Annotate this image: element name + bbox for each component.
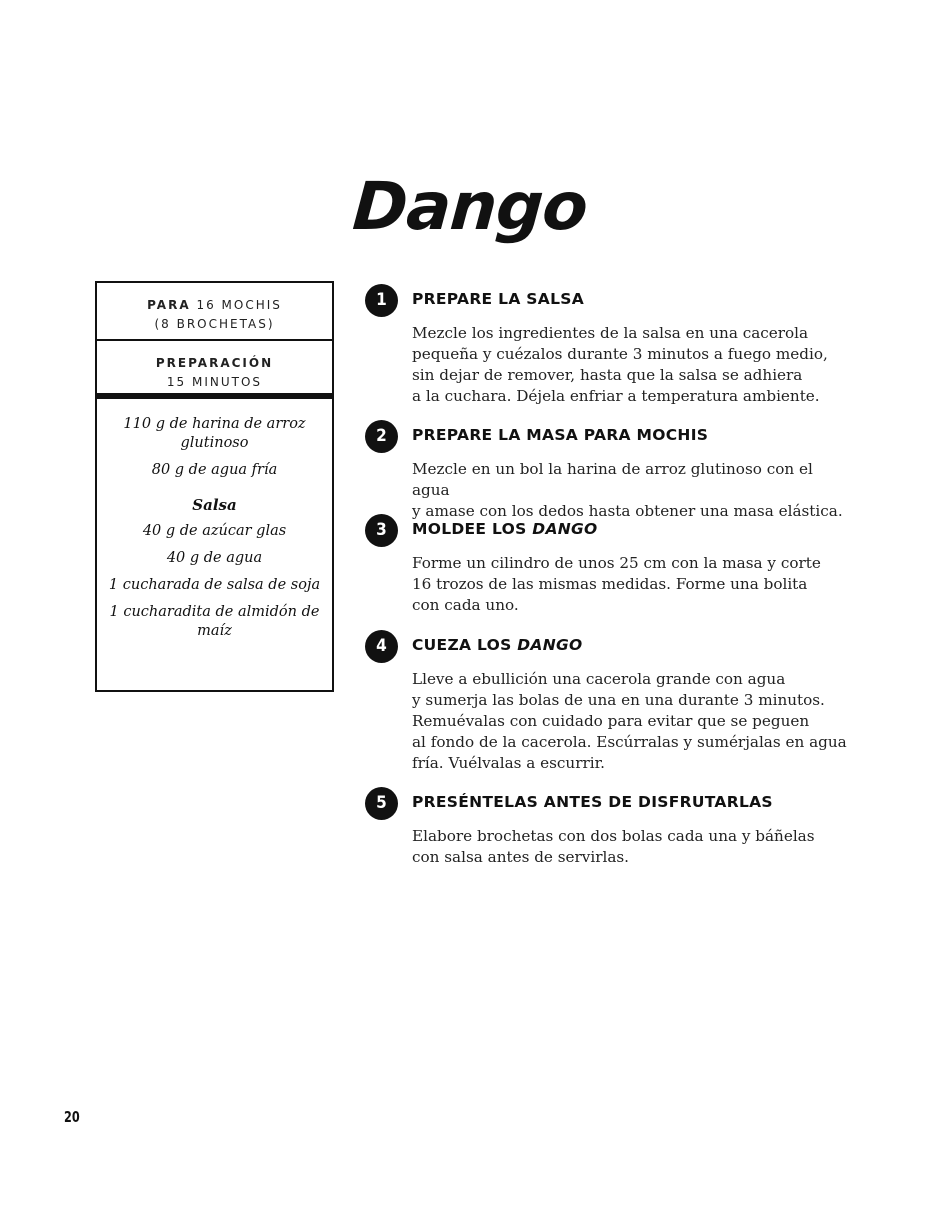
- step-number-badge: 2: [365, 420, 398, 453]
- prep-time-section: [97, 341, 332, 399]
- ingredient-list: [97, 399, 332, 641]
- step-body: Mezcle en un bol la harina de arroz glutinoso con el agua y amase con los dedos hasta obtener una masa elástica.: [412, 460, 843, 520]
- step-title: PREPARE LA SALSA: [412, 290, 584, 308]
- sauce-ingredient-item: 1 cucharadita de almidón de maíz: [109, 604, 320, 639]
- sauce-heading: Salsa: [192, 496, 237, 514]
- step-body: Mezcle los ingredientes de la salsa en una cacerola pequeña y cuézalos durante 3 minutos a fuego medio, sin dejar de remover, hasta que la salsa se adhiera a la cuchara. Déjela enfriar a temperatura ambiente.: [412, 324, 828, 405]
- step-number-badge: 3: [365, 514, 398, 547]
- sauce-ingredient-item: 40 g de agua: [166, 550, 263, 566]
- servings-sub: (8 BROCHETAS): [154, 317, 275, 331]
- step-number-badge: 1: [365, 284, 398, 317]
- step-title: PRESÉNTELAS ANTES DE DISFRUTARLAS: [412, 793, 773, 811]
- step-number-badge: 5: [365, 787, 398, 820]
- step-body: Forme un cilindro de unos 25 cm con la masa y corte 16 trozos de las mismas medidas. Forme una bolita con cada uno.: [412, 554, 821, 614]
- step-number-badge: 4: [365, 630, 398, 663]
- sauce-ingredient-item: 1 cucharada de salsa de soja: [108, 577, 321, 593]
- recipe-title: Dango: [350, 168, 590, 245]
- page-number: 20: [64, 1108, 80, 1126]
- recipe-info-box: [95, 281, 334, 692]
- servings-section: [97, 283, 332, 341]
- step-title: MOLDEE LOS DANGO: [412, 520, 598, 538]
- step-title: PREPARE LA MASA PARA MOCHIS: [412, 426, 709, 444]
- ingredient-item: 80 g de agua fría: [151, 462, 278, 478]
- servings-value: 16 MOCHIS: [196, 298, 282, 312]
- step-body: Elabore brochetas con dos bolas cada una y báñelas con salsa antes de servirlas.: [412, 827, 815, 866]
- servings-label: PARA: [147, 298, 191, 312]
- step-title: CUEZA LOS DANGO: [412, 636, 583, 654]
- ingredient-item: 110 g de harina de arroz glutinoso: [123, 416, 306, 451]
- step-body: Lleve a ebullición una cacerola grande con agua y sumerja las bolas de una en una durante 3 minutos. Remuévalas con cuidado para evitar que se peguen al fondo de la cacerola. Escúrralas y sumérjalas en agua fría. Vuélvalas a escurrir.: [412, 670, 847, 772]
- prep-time-label: PREPARACIÓN: [155, 356, 274, 370]
- prep-time-value: 15 MINUTOS: [166, 375, 263, 389]
- sauce-ingredient-item: 40 g de azúcar glas: [142, 523, 287, 539]
